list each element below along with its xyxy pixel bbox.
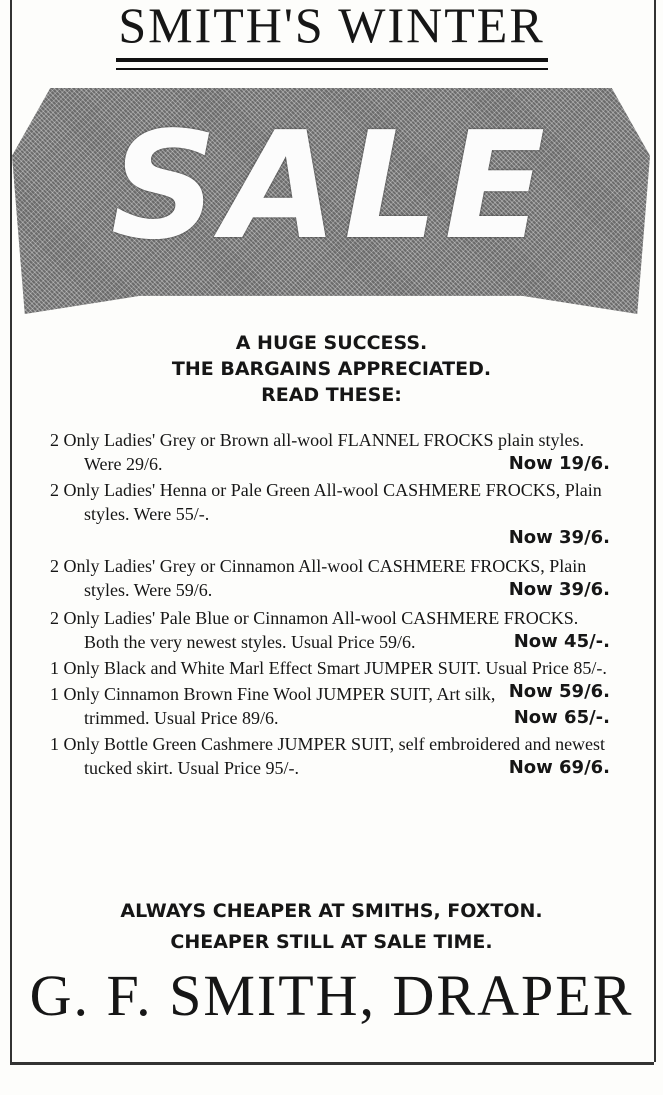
sale-banner-text: SALE — [110, 100, 552, 272]
item-price: Now 45/-. — [513, 631, 610, 652]
list-item — [50, 606, 610, 654]
item-description: 2 Only Ladies' Pale Blue or Cinnamon All-wool CASHMERE FROCKS. Both the very newest styles. Usual Price 59/6. — [50, 608, 579, 652]
title-rule-thin — [116, 68, 548, 70]
headline-1: A HUGE SUCCESS. — [235, 332, 428, 354]
item-price: Now 69/6. — [508, 757, 610, 778]
title-rule-thick — [116, 58, 548, 62]
item-price: Now 65/-. — [513, 707, 610, 728]
list-item — [50, 554, 610, 602]
item-description: 1 Only Bottle Green Cashmere JUMPER SUIT, self embroidered and newest tucked skirt. Usual Price 95/-. — [50, 734, 606, 778]
item-price: Now 39/6. — [508, 579, 610, 600]
list-item — [50, 682, 610, 730]
ad-title: SMITH'S WINTER — [118, 0, 545, 53]
headline-2: THE BARGAINS APPRECIATED. — [171, 358, 492, 380]
footer-slogan-1: ALWAYS CHEAPER AT SMITHS, FOXTON. — [120, 900, 543, 922]
bargain-list — [50, 428, 610, 780]
headline-3: READ THESE: — [261, 384, 402, 406]
list-item — [50, 656, 610, 702]
item-description: 2 Only Ladies' Henna or Pale Green All-wool CASHMERE FROCKS, Plain styles. Were 55/-. — [50, 480, 602, 524]
footer-slogan-2: CHEAPER STILL AT SALE TIME. — [170, 931, 493, 953]
shop-signature: G. F. SMITH, DRAPER — [29, 963, 634, 1028]
item-price: Now 59/6. — [508, 681, 610, 702]
headlines — [0, 330, 663, 408]
list-item — [50, 732, 610, 780]
list-item — [50, 478, 610, 550]
item-description: 1 Only Cinnamon Brown Fine Wool JUMPER SUIT, Art silk, trimmed. Usual Price 89/6. — [50, 684, 496, 728]
item-description: 2 Only Ladies' Grey or Cinnamon All-wool CASHMERE FROCKS, Plain styles. Were 59/6. — [50, 556, 587, 600]
item-price: Now 19/6. — [508, 453, 610, 474]
item-description: 2 Only Ladies' Grey or Brown all-wool FLANNEL FROCKS plain styles. Were 29/6. — [50, 430, 585, 474]
item-description: 1 Only Black and White Marl Effect Smart JUMPER SUIT. Usual Price 85/-. — [50, 658, 607, 678]
list-item — [50, 428, 610, 476]
bottom-rule — [10, 1062, 654, 1065]
item-price: Now 39/6. — [508, 527, 610, 548]
